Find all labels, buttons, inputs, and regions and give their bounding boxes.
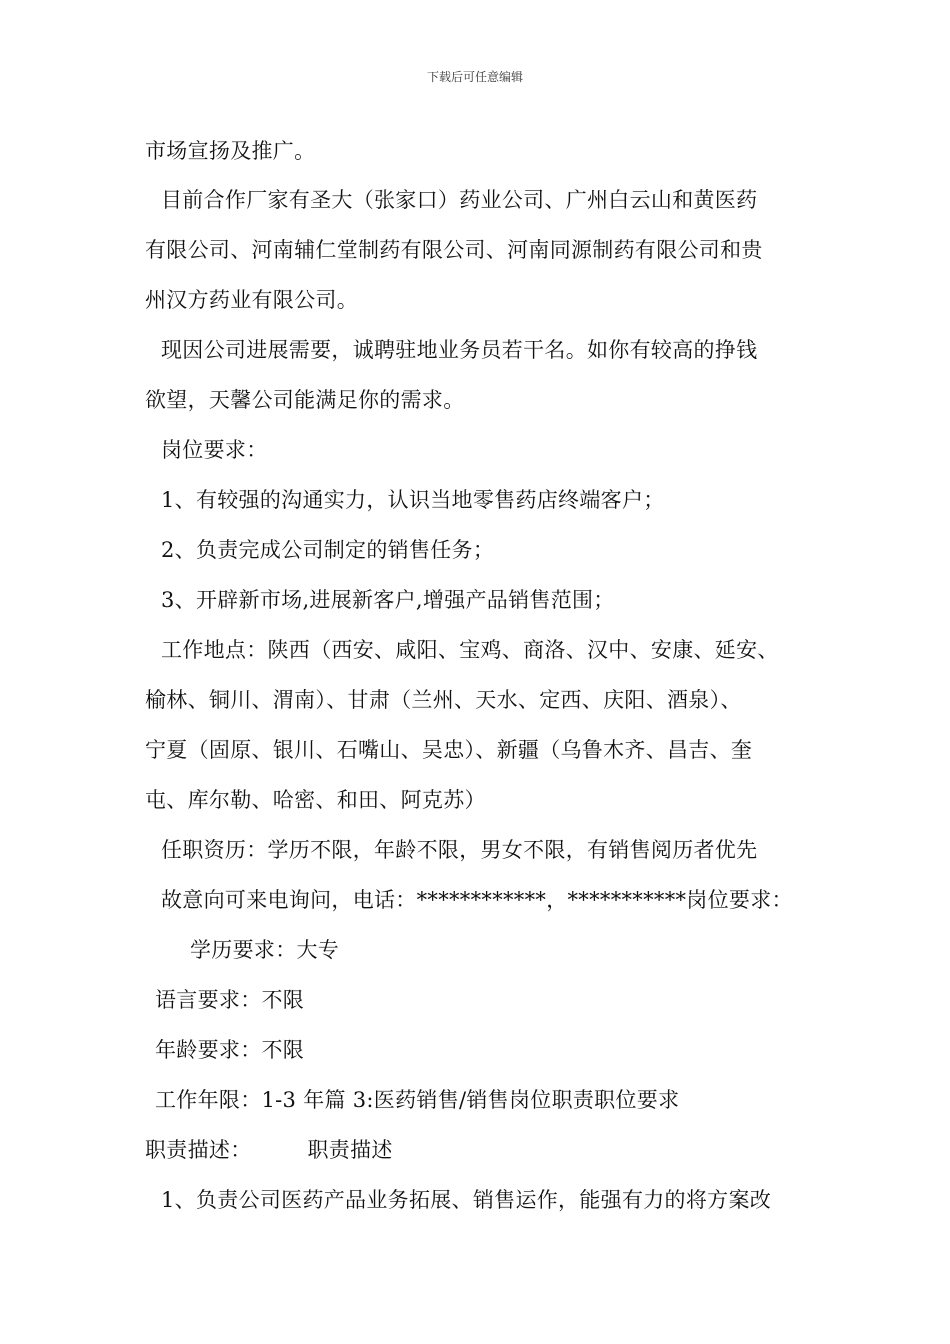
requirement-line: 语言要求：不限 (155, 988, 305, 1012)
paragraph-line: 欲望，天馨公司能满足你的需求。 (145, 388, 465, 412)
paragraph-line: 现因公司进展需要，诚聘驻地业务员若干名。如你有较高的挣钱 (161, 338, 758, 362)
duty-label-2: 职责描述 (307, 1138, 393, 1162)
paragraph-line: 市场宣扬及推广。 (145, 139, 316, 163)
paragraph-line: 工作地点：陕西（西安、咸阳、宝鸡、商洛、汉中、安康、延安、 (161, 638, 779, 662)
requirement-line: 年龄要求：不限 (155, 1038, 305, 1062)
paragraph-line (145, 1136, 393, 1164)
requirement-line: 工作年限：1-3 年篇 3:医药销售/销售岗位职责职位要求 (155, 1088, 680, 1112)
paragraph-line: 宁夏（固原、银川、石嘴山、吴忠）、新疆（乌鲁木齐、昌吉、奎 (145, 738, 753, 762)
paragraph-line: 州汉方药业有限公司。 (145, 288, 358, 312)
list-item: 1、有较强的沟通实力，认识当地零售药店终端客户； (161, 488, 665, 512)
paragraph-line: 榆林、铜川、渭南）、甘肃（兰州、天水、定西、庆阳、酒泉）、 (145, 688, 742, 712)
paragraph-line: 故意向可来电询问，电话：************，***********岗位要求： (161, 888, 793, 912)
requirement-line: 学历要求：大专 (190, 938, 340, 962)
list-item: 1、负责公司医药产品业务拓展、销售运作，能强有力的将方案改 (161, 1188, 772, 1212)
section-heading: 岗位要求： (161, 438, 268, 462)
duty-label: 职责描述： (145, 1138, 252, 1162)
paragraph-line: 屯、库尔勒、哈密、和田、阿克苏） (145, 788, 486, 812)
list-item: 3、开辟新市场,进展新客户,增强产品销售范围； (161, 588, 615, 612)
paragraph-line: 任职资历：学历不限，年龄不限，男女不限，有销售阅历者优先 (161, 838, 758, 862)
list-item: 2、负责完成公司制定的销售任务； (161, 538, 495, 562)
page-header: 下载后可任意编辑 (426, 70, 523, 84)
paragraph-line: 有限公司、河南辅仁堂制药有限公司、河南同源制药有限公司和贵 (145, 238, 763, 262)
paragraph-line: 目前合作厂家有圣大（张家口）药业公司、广州白云山和黄医药 (161, 188, 758, 212)
